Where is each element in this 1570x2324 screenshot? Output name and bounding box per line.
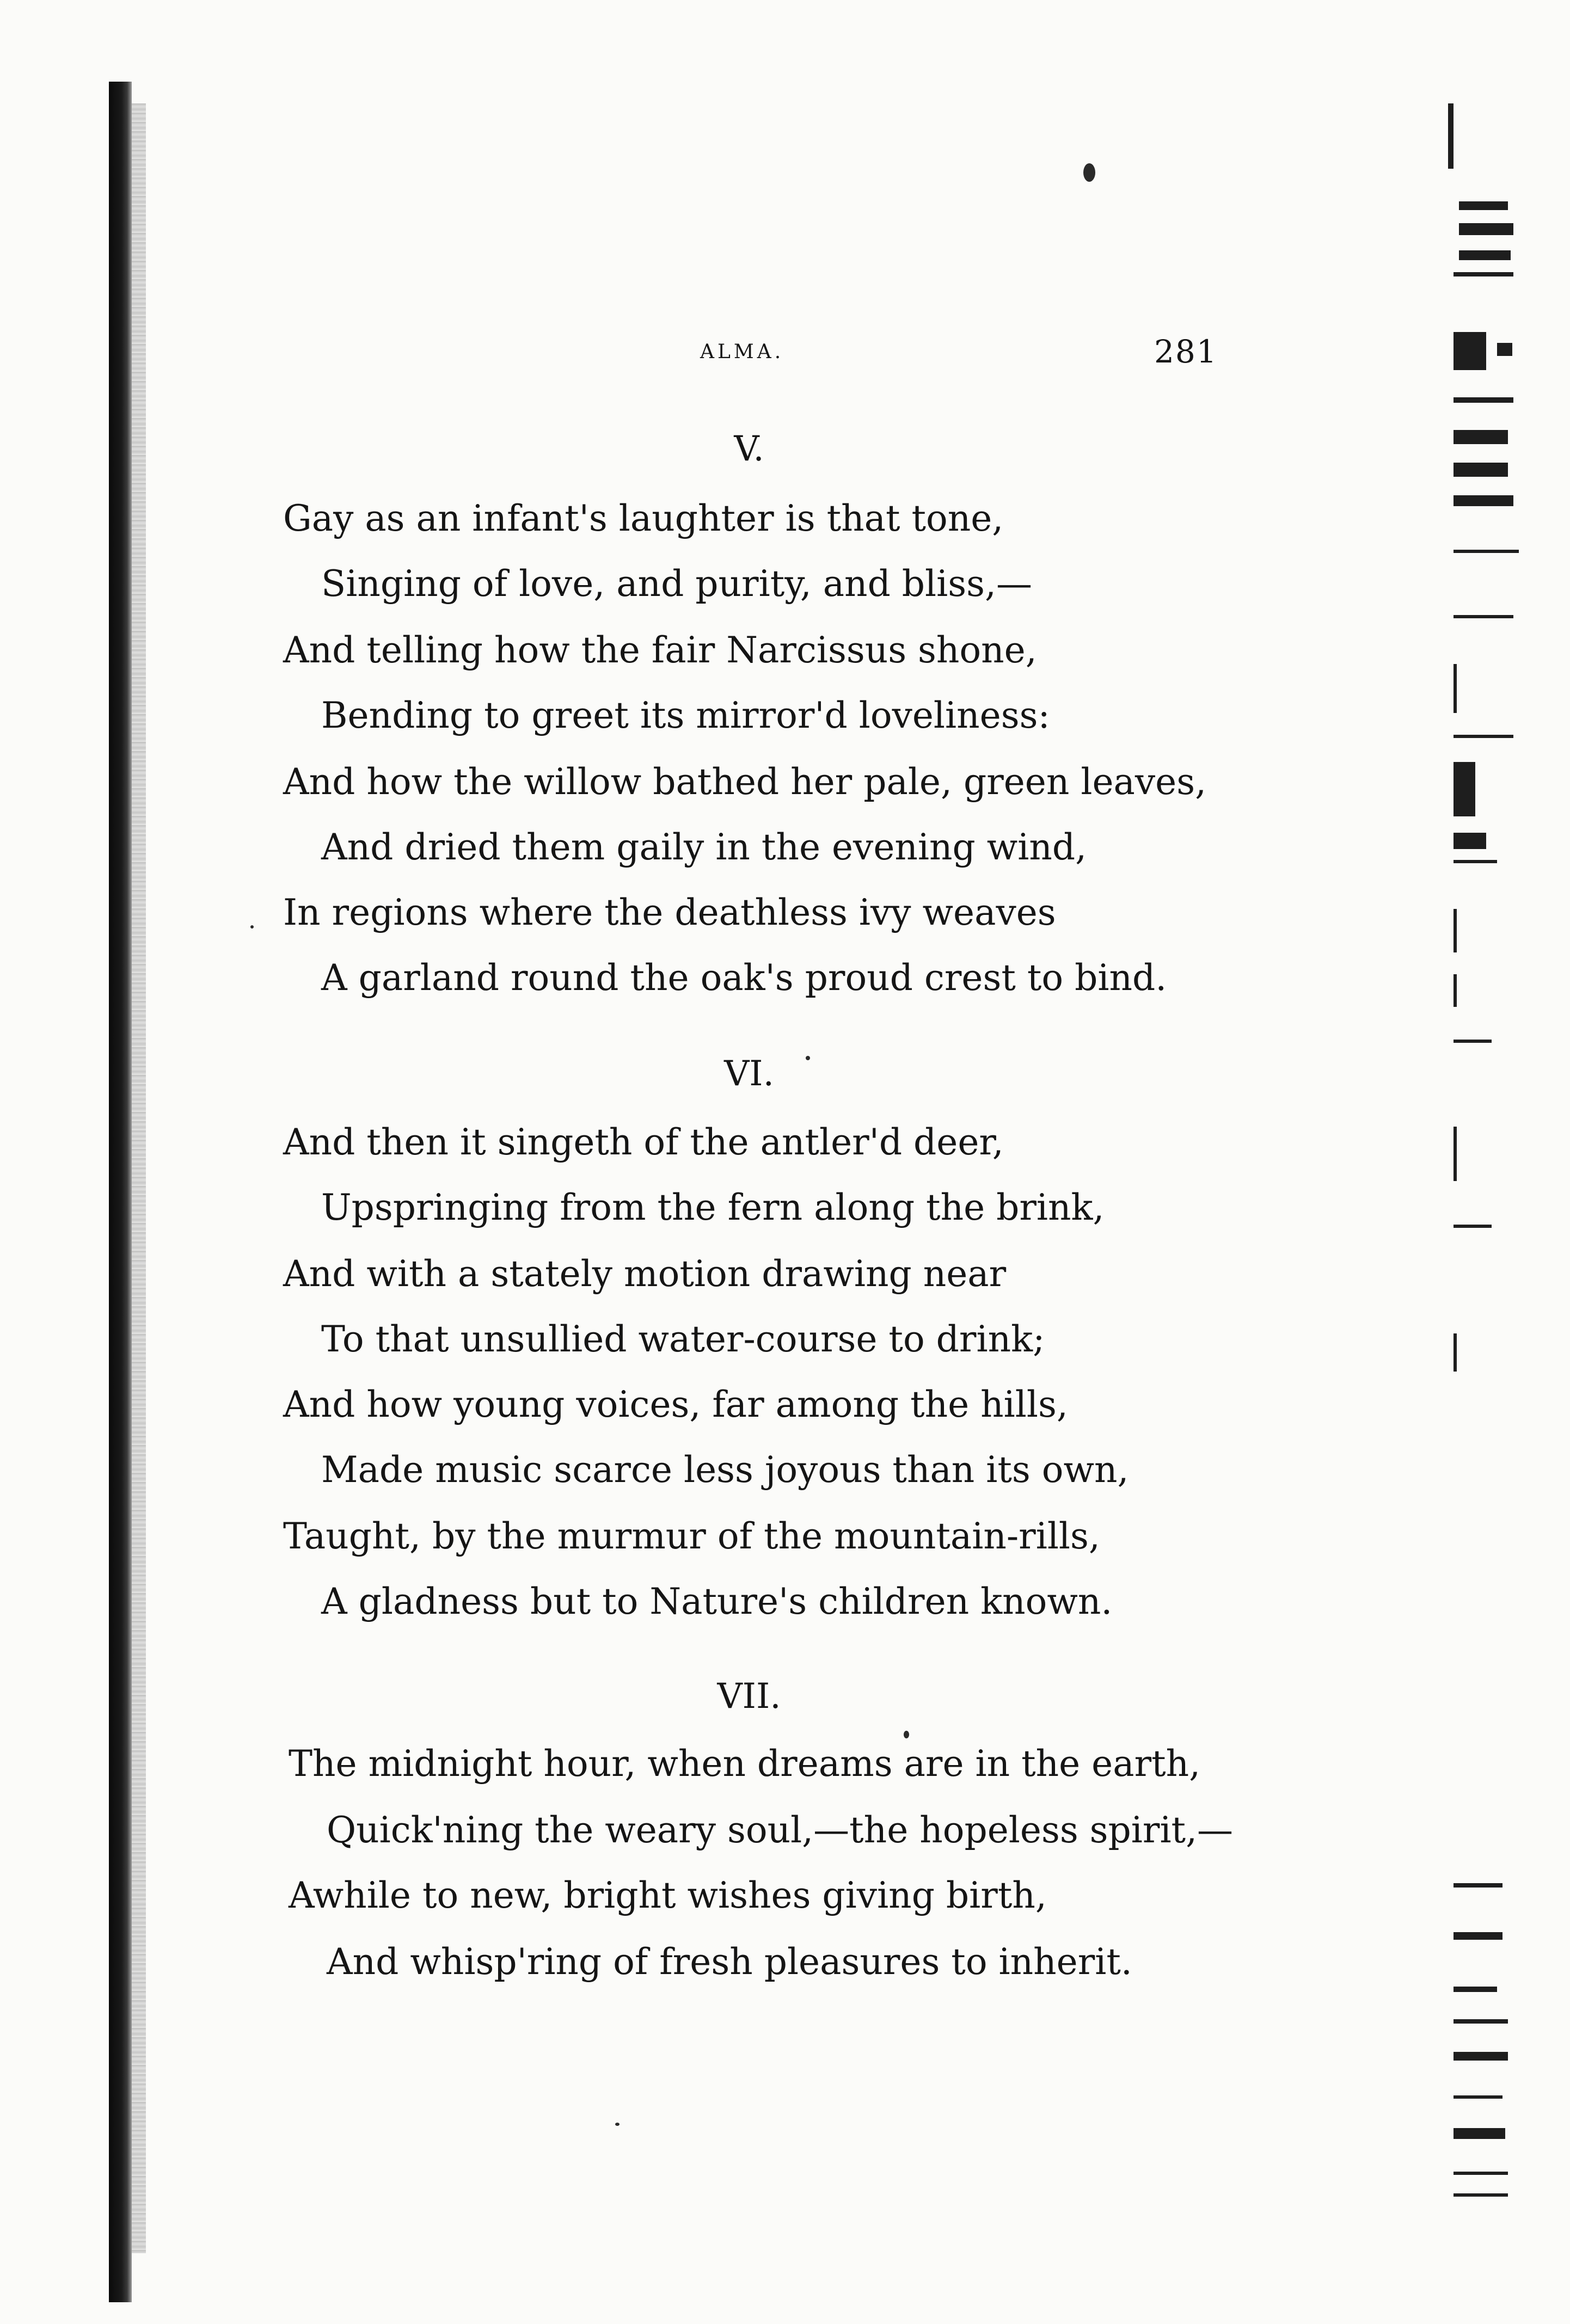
verse-line: Awhile to new, bright wishes giving birth, xyxy=(289,1874,1047,1916)
binding-shadow xyxy=(132,103,146,2253)
scan-speck xyxy=(250,925,254,929)
running-head: ALMA. xyxy=(700,341,784,363)
verse-line: In regions where the deathless ivy weaves xyxy=(283,892,1056,933)
verse-line: A garland round the oak's proud crest to bind. xyxy=(321,957,1167,999)
verse-line: Quick'ning the weary soul,—the hopeless spirit,— xyxy=(327,1809,1234,1851)
scan-speck xyxy=(615,2123,620,2126)
verse-line: Taught, by the murmur of the mountain-rills, xyxy=(283,1515,1100,1557)
verse-line: The midnight hour, when dreams are in the earth, xyxy=(289,1743,1201,1785)
verse-line: Singing of love, and purity, and bliss,— xyxy=(321,563,1032,605)
verse-line: And telling how the fair Narcissus shone, xyxy=(283,629,1037,671)
page-binding-edge xyxy=(109,82,132,2302)
verse-line: To that unsullied water-course to drink; xyxy=(321,1318,1045,1360)
page-number: 281 xyxy=(1154,333,1218,370)
stanza-number: V. xyxy=(734,429,764,469)
scan-edge-artifacts xyxy=(1415,93,1546,2270)
verse-line: And how young voices, far among the hills, xyxy=(283,1384,1068,1425)
verse-line: And how the willow bathed her pale, green leaves, xyxy=(283,761,1207,803)
verse-line: Made music scarce less joyous than its own, xyxy=(321,1449,1129,1491)
verse-line: Bending to greet its mirror'd loveliness: xyxy=(321,694,1050,736)
verse-line: And dried them gaily in the evening wind, xyxy=(321,826,1087,868)
stanza-number: VI. xyxy=(724,1054,774,1094)
stanza-number: VII. xyxy=(717,1676,781,1717)
verse-line: Gay as an infant's laughter is that tone, xyxy=(283,497,1004,539)
scan-speck xyxy=(1083,163,1095,182)
verse-line: And whisp'ring of fresh pleasures to inherit. xyxy=(327,1941,1132,1983)
verse-line: And with a stately motion drawing near xyxy=(283,1253,1007,1295)
verse-line: Upspringing from the fern along the brink, xyxy=(321,1186,1105,1228)
verse-line: And then it singeth of the antler'd deer, xyxy=(283,1121,1004,1163)
scan-speck xyxy=(904,1731,909,1738)
verse-line: A gladness but to Nature's children known. xyxy=(321,1581,1113,1622)
